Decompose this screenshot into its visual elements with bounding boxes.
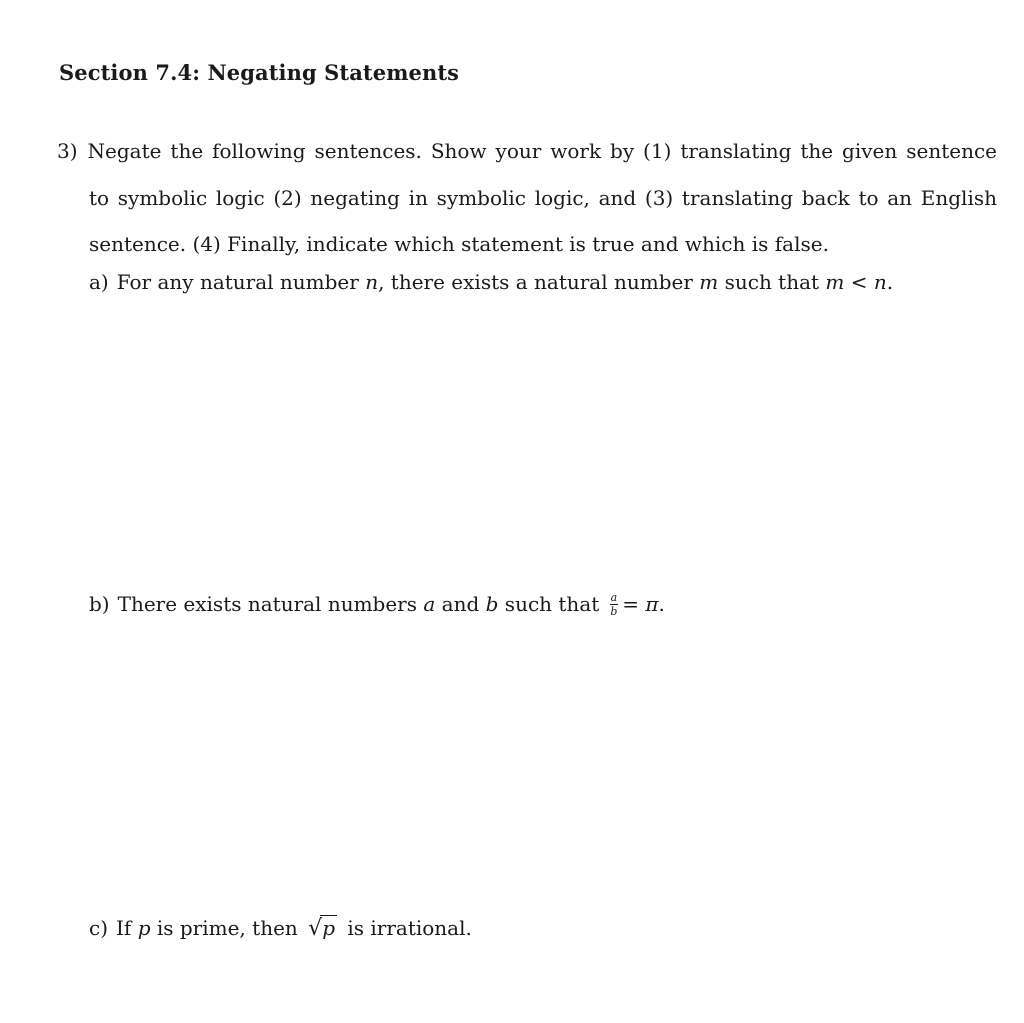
- part-a-var-n2: n: [873, 270, 887, 294]
- part-b-var-b: b: [485, 592, 499, 617]
- part-b-label: b): [89, 592, 110, 617]
- part-a-text-1: For any natural number: [116, 270, 366, 294]
- part-b-text-1: There exists natural numbers: [117, 592, 424, 617]
- section-title: Section 7.4: Negating Statements: [59, 60, 460, 85]
- part-c-text-1: If: [116, 916, 138, 940]
- problem-instructions-1: Negate the following sentences. Show your work by (1) translating the given sentence: [87, 139, 997, 163]
- part-c-text-2: is prime, then: [150, 916, 305, 940]
- part-c-sqrt: [308, 916, 337, 941]
- part-b-work-area[interactable]: [60, 642, 1000, 892]
- part-c-work-area[interactable]: [60, 960, 1000, 1020]
- part-a-text-2: , there exists a natural number: [378, 270, 700, 294]
- part-a-var-m: m: [699, 270, 719, 294]
- part-a-op: <: [844, 270, 874, 294]
- part-a: [89, 270, 893, 294]
- problem-3: [57, 128, 997, 268]
- part-b-var-a: a: [423, 592, 436, 617]
- problem-line-1: [57, 128, 997, 175]
- part-b-op: =: [622, 592, 646, 617]
- part-b-end: .: [658, 592, 665, 617]
- part-a-label: a): [89, 270, 109, 294]
- part-a-text-3: such that: [718, 270, 826, 294]
- sqrt-radical-sign: √: [308, 916, 323, 941]
- part-c: [89, 916, 472, 941]
- part-a-end: .: [886, 270, 894, 294]
- problem-line-3: sentence. (4) Finally, indicate which statement is true and which is false.: [89, 232, 829, 256]
- part-b-frac-numerator: a: [610, 591, 618, 604]
- part-b-text-2: and: [435, 592, 486, 617]
- sqrt-radicand: p: [322, 916, 335, 940]
- part-a-work-area[interactable]: [60, 320, 1000, 570]
- part-b-text-3: such that: [498, 592, 606, 617]
- part-c-text-3: is irrational.: [341, 916, 472, 940]
- part-a-var-n: n: [365, 270, 379, 294]
- problem-line-2: to symbolic logic (2) negating in symbolic logic, and (3) translating back to an English: [89, 185, 997, 210]
- part-b-pi: π: [645, 592, 659, 617]
- problem-number: 3): [57, 139, 78, 163]
- part-b-fraction: [610, 592, 619, 617]
- part-c-var-p: p: [137, 916, 151, 940]
- part-c-label: c): [89, 916, 109, 940]
- part-b-frac-denominator: b: [610, 605, 618, 618]
- part-a-var-m2: m: [825, 270, 845, 294]
- part-b: [89, 592, 665, 617]
